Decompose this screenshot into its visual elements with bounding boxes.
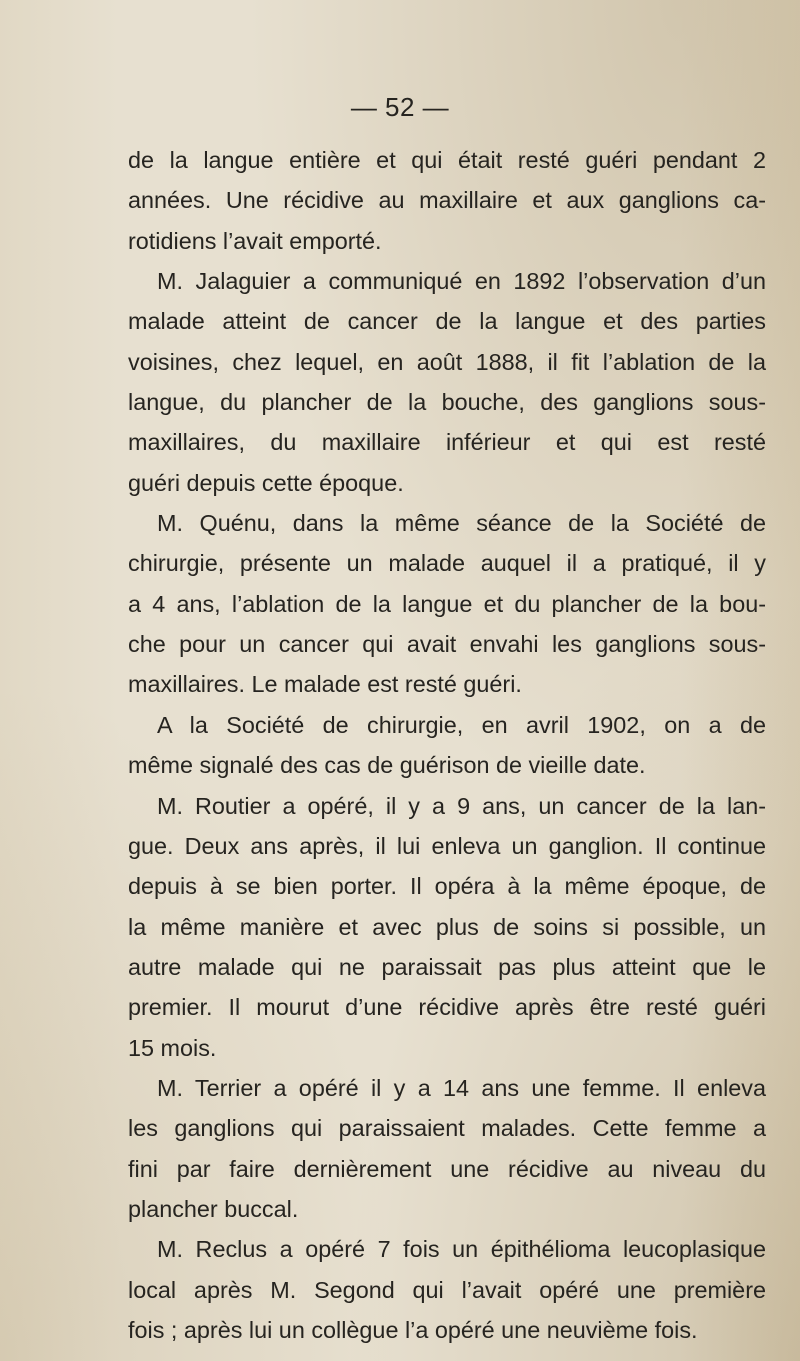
text-line: gue. Deux ans après, il lui enleva un ganglion. Il continue — [128, 832, 766, 859]
text-line: années. Une récidive au maxillaire et aux ganglions ca- — [128, 187, 766, 214]
text-line: la même manière et avec plus de soins si possible, un — [128, 913, 766, 940]
text-line: les ganglions qui paraissaient malades. Cette femme a — [128, 1115, 766, 1142]
text-line: même signalé des cas de guérison de vieille date. — [128, 752, 646, 779]
text-line: M. Terrier a opéré il y a 14 ans une femme. Il enleva — [157, 1074, 766, 1101]
text-line: plancher buccal. — [128, 1195, 299, 1222]
text-line: voisines, chez lequel, en août 1888, il fit l’ablation de la — [128, 348, 766, 375]
text-line: premier. Il mourut d’une récidive après être resté guéri — [128, 994, 766, 1021]
text-line: M. Quénu, dans la même séance de la Société de — [157, 510, 766, 537]
body-text — [128, 140, 766, 1350]
text-line: a 4 ans, l’ablation de la langue et du plancher de la bou- — [128, 590, 766, 617]
text-line: de la langue entière et qui était resté guéri pendant 2 — [128, 147, 766, 173]
text-line: M. Reclus a opéré 7 fois un épithélioma leucoplasique — [157, 1236, 766, 1263]
text-line: chirurgie, présente un malade auquel il a pratiqué, il y — [128, 550, 766, 577]
text-line: maxillaires, du maxillaire inférieur et qui est resté — [128, 429, 766, 456]
text-line: M. Jalaguier a communiqué en 1892 l’observation d’un — [157, 268, 766, 295]
text-line: local après M. Segond qui l’avait opéré une première — [128, 1276, 766, 1303]
text-line: autre malade qui ne paraissait pas plus atteint que le — [128, 953, 766, 980]
text-line: langue, du plancher de la bouche, des ganglions sous- — [128, 389, 766, 416]
text-line: che pour un cancer qui avait envahi les ganglions sous- — [128, 631, 766, 658]
text-line: maxillaires. Le malade est resté guéri. — [128, 671, 522, 698]
text-line: rotidiens l’avait emporté. — [128, 227, 382, 254]
text-line: fois ; après lui un collègue l’a opéré une neuvième fois. — [128, 1316, 698, 1343]
text-line: fini par faire dernièrement une récidive au niveau du — [128, 1155, 766, 1182]
text-line: 15 mois. — [128, 1034, 217, 1061]
page-number: — 52 — — [350, 92, 450, 122]
text-line: guéri depuis cette époque. — [128, 469, 404, 496]
text-line: A la Société de chirurgie, en avril 1902, on a de — [157, 711, 766, 738]
text-line: M. Routier a opéré, il y a 9 ans, un cancer de la lan- — [157, 792, 766, 819]
text-line: depuis à se bien porter. Il opéra à la même époque, de — [128, 873, 766, 900]
text-line: malade atteint de cancer de la langue et des parties — [128, 308, 766, 335]
